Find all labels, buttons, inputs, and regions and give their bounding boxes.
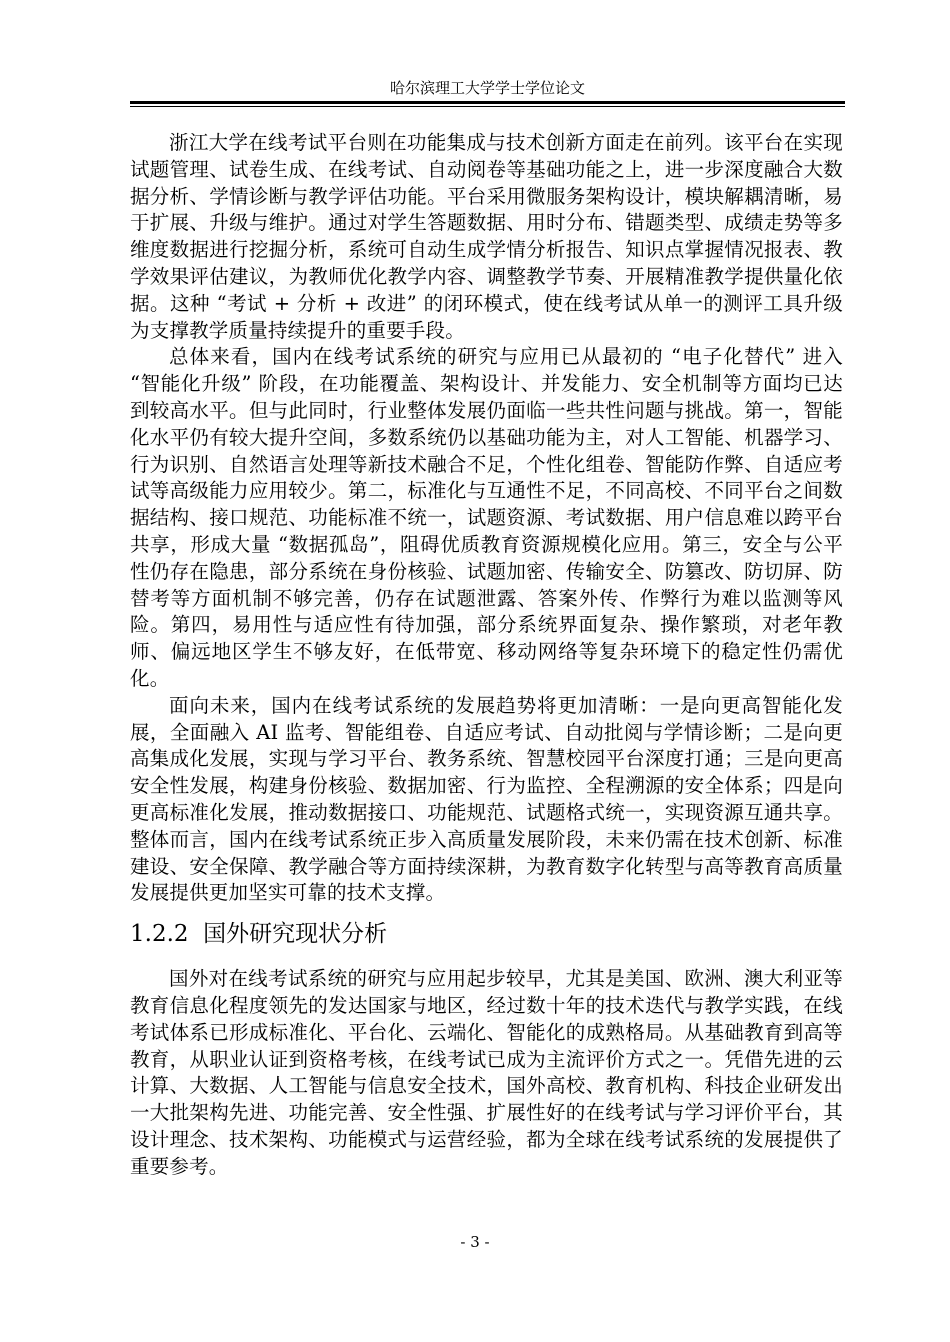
section-title: 国外研究现状分析 bbox=[203, 921, 388, 948]
paragraph-domestic-summary: 总体来看，国内在线考试系统的研究与应用已从最初的 “电子化替代” 进入 “智能化升级” 阶段，在功能覆盖、架构设计、并发能力、安全机制等方面均已达到较高水平。但与此同时，行业整体发展仍面临一些共性问题与挑战。第一，智能化水平仍有较大提升空间，多数系统仍以基础功能为主，对人工智能、机器学习、行为识别、自然语言处理等新技术融合不足，个性化组卷、智能防作弊、自适应考试等高级能力应用较少。第二，标准化与互通性不足，不同高校、不同平台之间数据结构、接口规范、功能标准不统一，试题资源、考试数据、用户信息难以跨平台共享，形成大量 “数据孤岛”，阻碍优质教育资源规模化应用。第三，安全与公平性仍存在隐患，部分系统在身份核验、试题加密、传输安全、防篡改、防切屏、防替考等方面机制不够完善，仍存在试题泄露、答案外传、作弊行为难以监测等风险。第四，易用性与适应性有待加强，部分系统界面复杂、操作繁琐，对老年教师、偏远地区学生不够友好，在低带宽、移动网络等复杂环境下的稳定性仍需优化。 bbox=[130, 345, 843, 690]
section-number: 1.2.2 bbox=[130, 921, 189, 948]
running-header: 哈尔滨理工大学学士学位论文 bbox=[389, 79, 585, 97]
paragraph-foreign-research: 国外对在线考试系统的研究与应用起步较早，尤其是美国、欧洲、澳大利亚等教育信息化程度领先的发达国家与地区，经过数十年的技术迭代与教学实践，在线考试体系已形成标准化、平台化、云端化、智能化的成熟格局。从基础教育到高等教育，从职业认证到资格考核，在线考试已成为主流评价方式之一。凭借先进的云计算、大数据、人工智能与信息安全技术，国外高校、教育机构、科技企业研发出一大批架构先进、功能完善、安全性强、扩展性好的在线考试与学习评价平台，其设计理念、技术架构、功能模式与运营经验，都为全球在线考试系统的发展提供了重要参考。 bbox=[130, 967, 843, 1178]
page-number: - 3 - bbox=[460, 1233, 490, 1251]
page-body bbox=[130, 130, 843, 1180]
paragraph-zju-platform: 浙江大学在线考试平台则在功能集成与技术创新方面走在前列。该平台在实现试题管理、试卷生成、在线考试、自动阅卷等基础功能之上，进一步深度融合大数据分析、学情诊断与教学评估功能。平台采用微服务架构设计，模块解耦清晰，易于扩展、升级与维护。通过对学生答题数据、用时分布、错题类型、成绩走势等多维度数据进行挖掘分析，系统可自动生成学情分析报告、知识点掌握情况报表、教学效果评估建议，为教师优化教学内容、调整教学节奏、开展精准教学提供量化依据。这种 “考试 + 分析 + 改进” 的闭环模式，使在线考试从单一的测评工具升级为支撑教学质量持续提升的重要手段。 bbox=[130, 131, 843, 342]
header-rule-thin bbox=[130, 106, 845, 107]
header-rule-thick bbox=[130, 101, 845, 104]
paragraph-future-trends: 面向未来，国内在线考试系统的发展趋势将更加清晰：一是向更高智能化发展，全面融入 AI 监考、智能组卷、自适应考试、自动批阅与学情诊断；二是向更高集成化发展，实现与学习平台、教务系统、智慧校园平台深度打通；三是向更高安全性发展，构建身份核验、数据加密、行为监控、全程溯源的安全体系；四是向更高标准化发展，推动数据接口、功能规范、试题格式统一，实现资源互通共享。整体而言，国内在线考试系统正步入高质量发展阶段，未来仍需在技术创新、标准建设、安全保障、教学融合等方面持续深耕，为教育数字化转型与高等教育高质量发展提供更加坚实可靠的技术支撑。 bbox=[130, 693, 843, 905]
section-heading bbox=[130, 919, 843, 949]
